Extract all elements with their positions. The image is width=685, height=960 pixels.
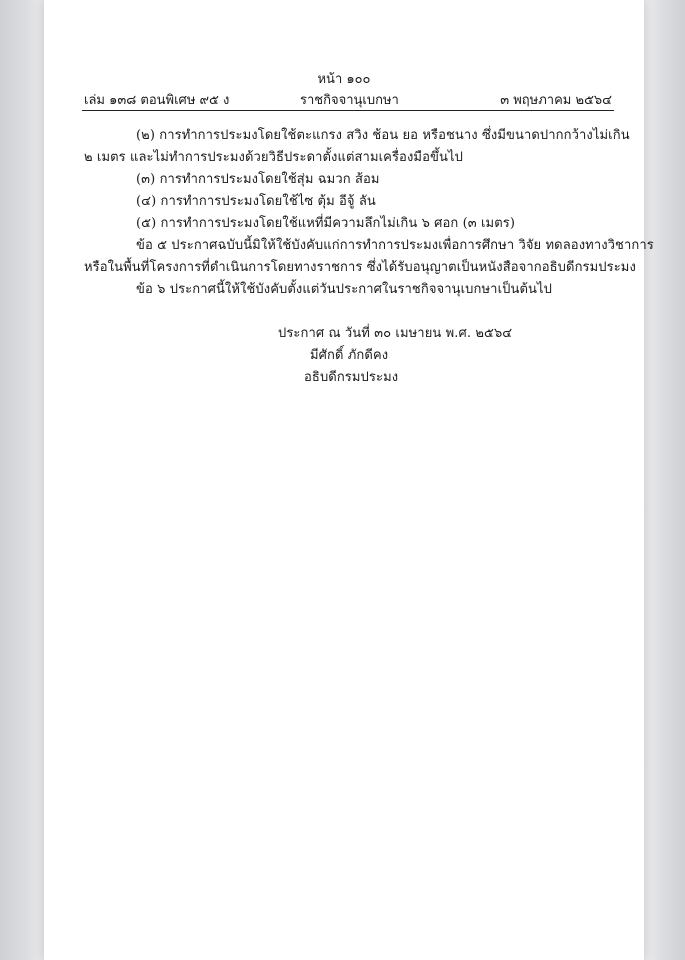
body-line: หรือในพื้นที่โครงการที่ดำเนินการโดยทางราชการ ซึ่งได้รับอนุญาตเป็นหนังสือจากอธิบดีกรมประมง	[84, 260, 636, 275]
header-divider	[82, 110, 614, 111]
background-left	[0, 0, 48, 960]
publication-date: ๓ พฤษภาคม ๒๕๖๔	[500, 93, 612, 108]
gazette-name: ราชกิจจานุเบกษา	[300, 93, 399, 108]
page-number: หน้า ๑๐๐	[317, 72, 371, 87]
background-right	[643, 0, 685, 960]
signatory-title: อธิบดีกรมประมง	[304, 370, 399, 385]
body-line: ข้อ ๖ ประกาศนี้ให้ใช้บังคับตั้งแต่วันประกาศในราชกิจจานุเบกษาเป็นต้นไป	[136, 282, 552, 297]
body-line: ข้อ ๕ ประกาศฉบับนี้มิให้ใช้บังคับแก่การทำการประมงเพื่อการศึกษา วิจัย ทดลองทางวิชาการ	[136, 238, 654, 253]
document-page	[44, 0, 654, 960]
body-line: ๒ เมตร และไม่ทำการประมงด้วยวิธีประดาตั้งแต่สามเครื่องมือขึ้นไป	[84, 150, 463, 165]
volume-info: เล่ม ๑๓๘ ตอนพิเศษ ๙๕ ง	[84, 93, 230, 108]
body-line: (๕) การทำการประมงโดยใช้แหที่มีความลึกไม่เกิน ๖ ศอก (๓ เมตร)	[136, 216, 516, 231]
body-line: (๔) การทำการประมงโดยใช้ไซ ตุ้ม อีจู้ ลัน	[136, 194, 376, 209]
body-line: (๒) การทำการประมงโดยใช้ตะแกรง สวิง ช้อน ยอ หรือชนาง ซึ่งมีขนาดปากกว้างไม่เกิน	[136, 128, 630, 143]
announcement-date: ประกาศ ณ วันที่ ๓๐ เมษายน พ.ศ. ๒๕๖๔	[278, 326, 513, 341]
body-line: (๓) การทำการประมงโดยใช้สุ่ม ฉมวก ส้อม	[136, 172, 380, 187]
signatory-name: มีศักดิ์ ภักดีคง	[310, 348, 389, 363]
